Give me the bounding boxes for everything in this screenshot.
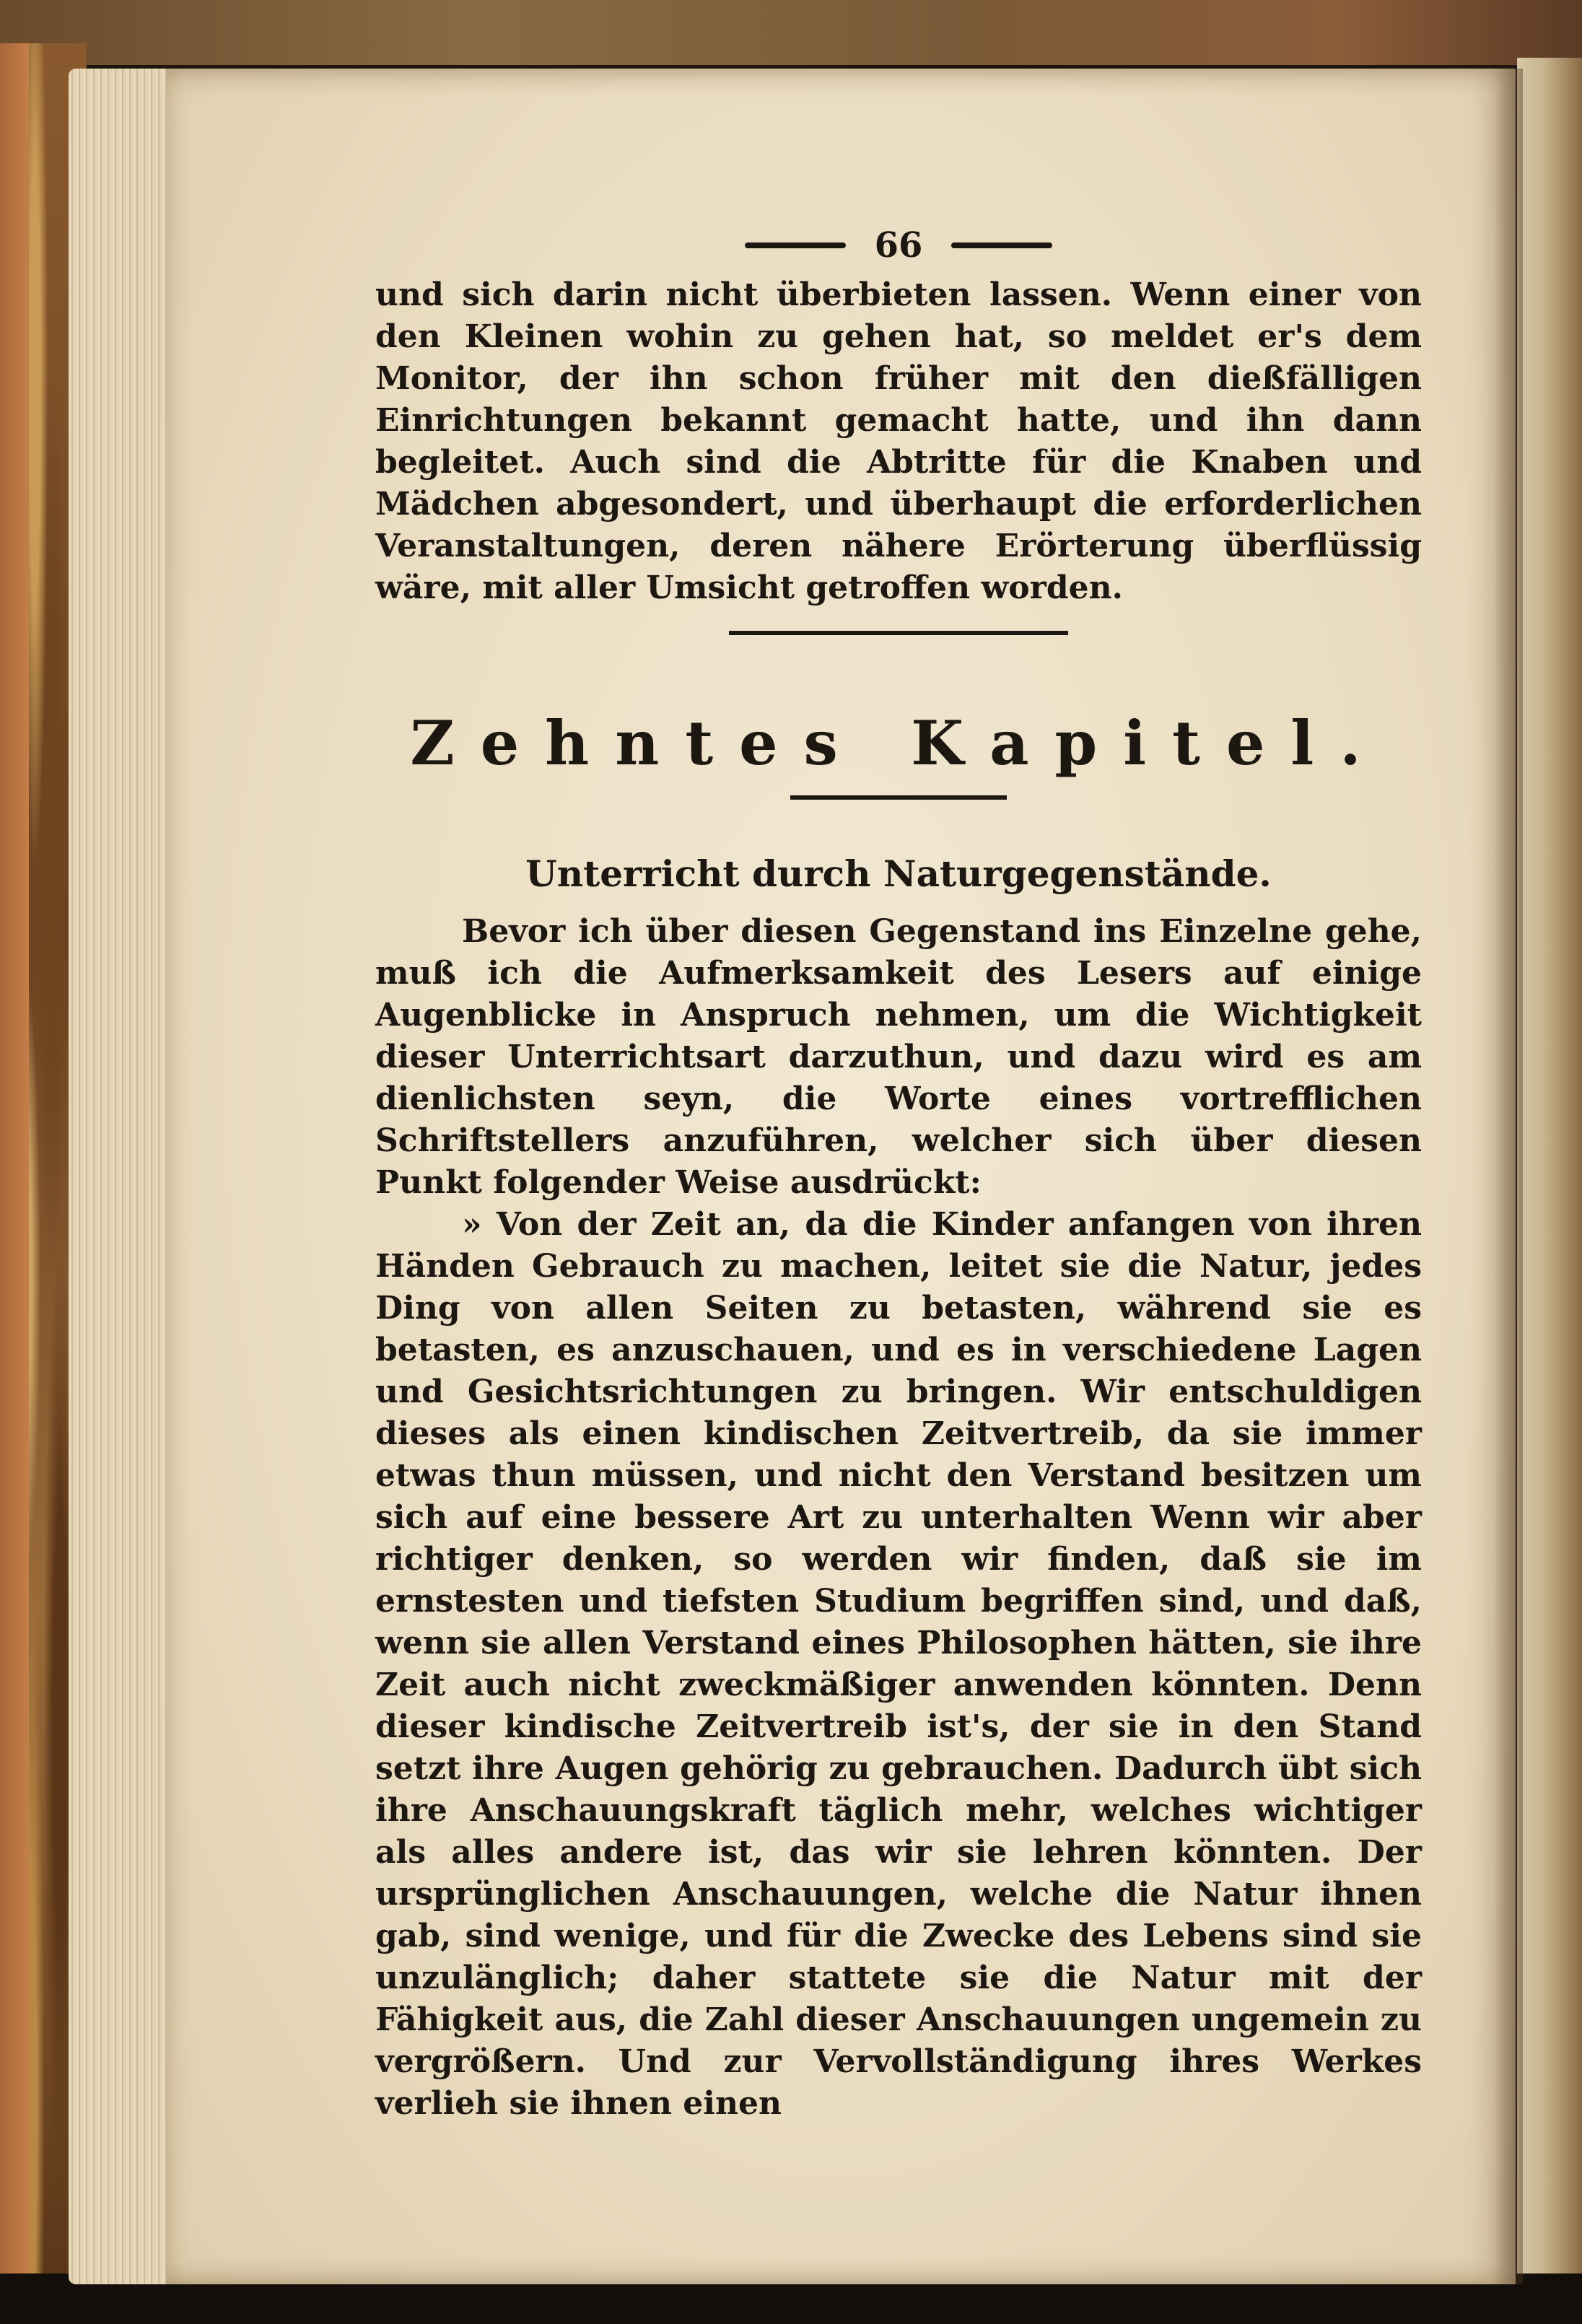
intro-paragraph: und sich darin nicht überbieten lassen. Wenn einer von den Kleinen wohin zu gehen hat, so meldet er's dem Monitor, der ihn schon früher mit den dießfälligen Einrichtungen bekannt gemacht hatte, und ihn dann begleitet. Auch sind die Abtritte für die Knaben und Mädchen abgesondert, und überhaupt die erforderlichen Veranstaltungen, deren nähere Erörterung überflüssig wäre, mit aller Umsicht getroffen worden. xyxy=(375,276,1422,606)
header-dash-left xyxy=(745,243,846,248)
chapter-subtitle: Unterricht durch Naturgegenstände. xyxy=(525,852,1272,895)
chapter-title: Zehntes Kapitel. xyxy=(410,707,1387,779)
page-block-edges xyxy=(69,69,177,2284)
page-number: 66 xyxy=(874,225,923,266)
gutter-shadow xyxy=(1494,69,1523,2284)
page-content xyxy=(375,217,1422,2125)
chapter-underline xyxy=(790,795,1007,800)
book-cover-top xyxy=(0,0,1582,65)
section-divider xyxy=(729,631,1068,635)
facing-page-edge xyxy=(1517,58,1582,2281)
leather-spine-edge xyxy=(0,43,29,2281)
body-paragraph-2: » Von der Zeit an, da die Kinder anfangen von ihren Händen Gebrauch zu machen, leitet sie die Natur, jedes Ding von allen Seiten zu betasten, während sie es betasten, es anzuschauen, und es in verschiedene Lagen und Gesichtsrichtungen zu bringen. Wir entschuldigen dieses als einen kindischen Zeitvertreib, da sie immer etwas thun müssen, und nicht den Verstand besitzen um sich auf eine bessere Art zu unterhalten Wenn wir aber richtiger denken, so werden wir finden, daß sie im ernstesten und tiefsten Studium begriffen sind, und daß, wenn sie allen Verstand eines Philosophen hätten, sie ihre Zeit auch nicht zweckmäßiger anwenden könnten. Denn dieser kindische Zeitvertreib ist's, der sie in den Stand setzt ihre Augen gehörig zu gebrauchen. Dadurch übt sich ihre Anschauungskraft täglich mehr, welches wichtiger als alles andere ist, das wir sie lehren könnten. Der ursprünglichen Anschauungen, welche die Natur ihnen gab, sind wenige, und für die Zwecke des Lebens sind sie unzulänglich; daher stattete sie die Natur mit der Fähigkeit aus, die Zahl dieser Anschauungen ungemein zu vergrößern. Und zur Vervollständigung ihres Werkes verlieh sie ihnen einen xyxy=(375,1206,1422,2122)
header-dash-right xyxy=(951,243,1052,248)
body-paragraph-1: Bevor ich über diesen Gegenstand ins Einzelne gehe, muß ich die Aufmerksamkeit des Lesers auf einige Augenblicke in Anspruch nehmen, um die Wichtigkeit dieser Unterrichtsart darzuthun, und dazu wird es am dienlichsten seyn, die Worte eines vortrefflichen Schriftstellers anzuführen, welcher sich über diesen Punkt folgender Weise ausdrückt: xyxy=(375,913,1422,1201)
page-header xyxy=(375,217,1422,274)
